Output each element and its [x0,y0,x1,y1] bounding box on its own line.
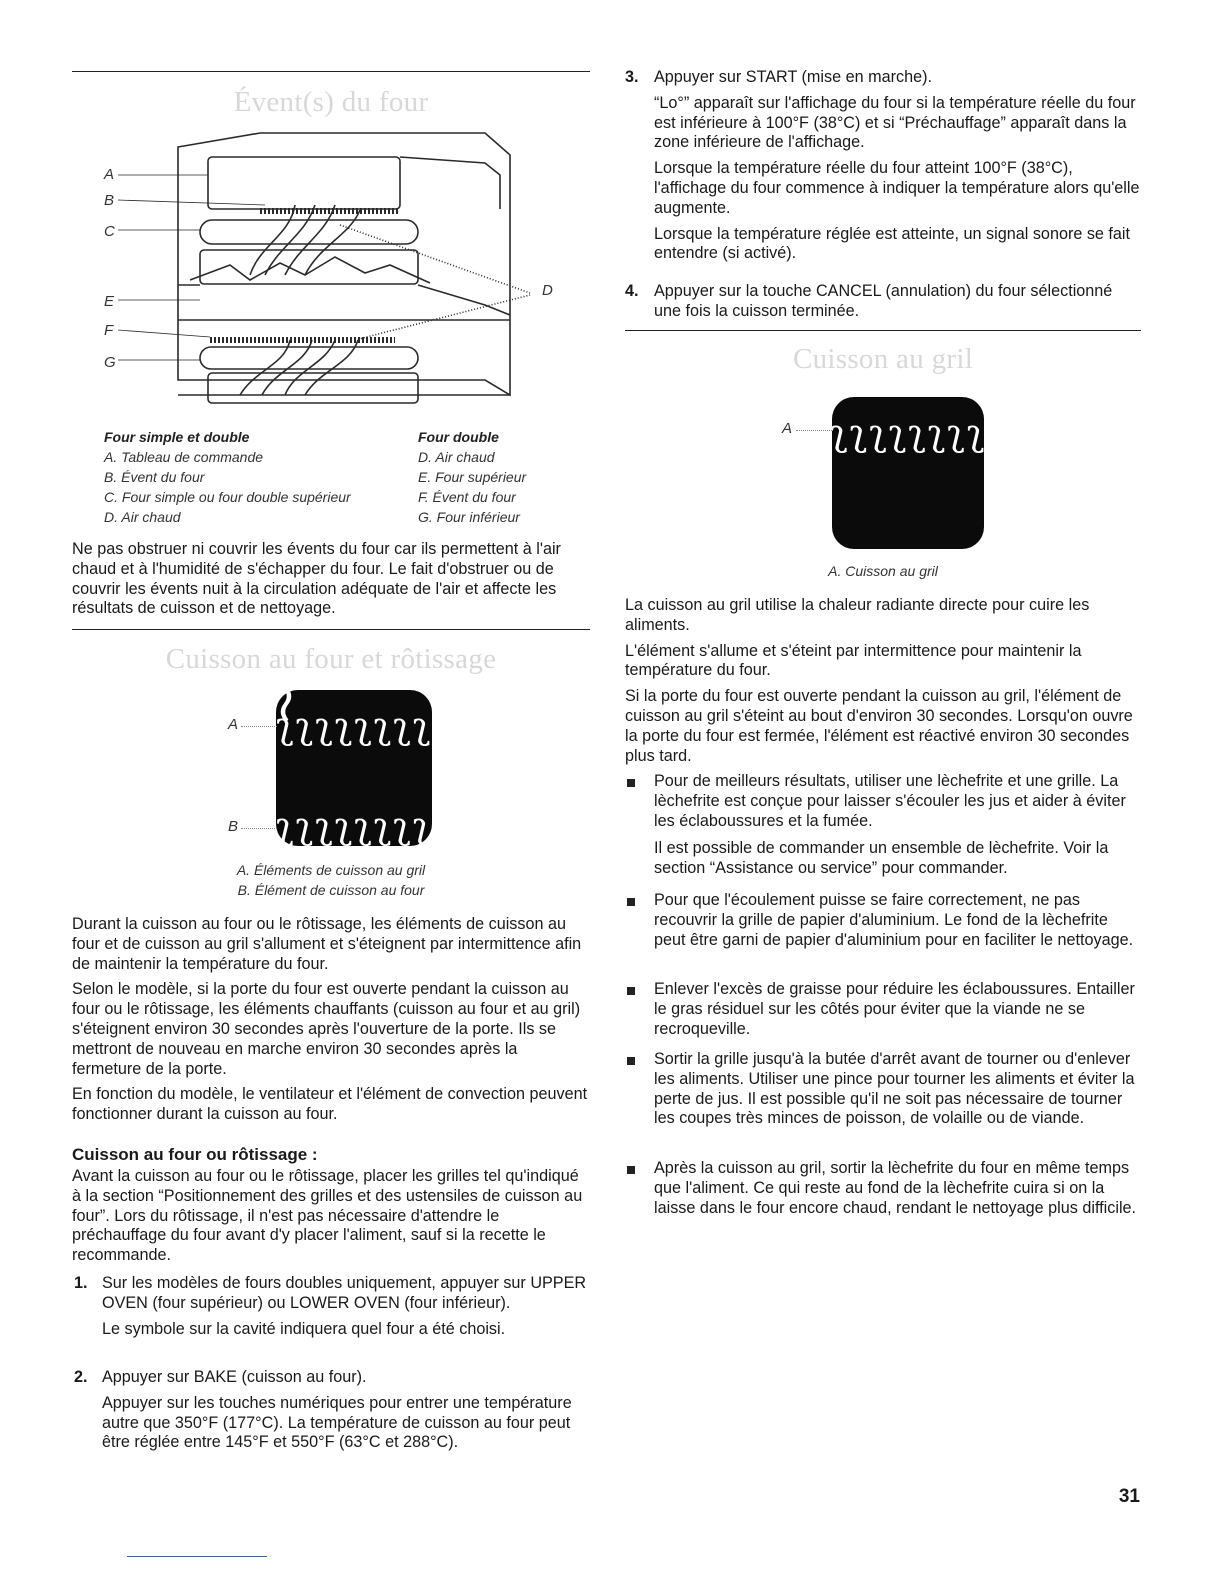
svg-text:ʅʅʅʅʅʅʅʅ: ʅʅʅʅʅʅʅʅ [830,413,986,454]
rule-broil [625,330,1141,331]
step-text: Appuyer sur la touche CANCEL (annulation) du four sélectionné une fois la cuisson terminée. [654,282,1113,320]
diagram-label-c: C [104,223,115,240]
diagram-label-f: F [104,322,114,339]
bake-caption [72,860,590,900]
section-title-broil: Cuisson au gril [792,343,974,375]
step-number: 1. [74,1274,88,1292]
bake-label-b: B [228,818,239,835]
bake-paragraph-3: En fonction du modèle, le ventilateur et l'élément de convection peuvent fonctionner durant la cuisson au four. [72,1085,588,1124]
broil-bullet: Sortir la grille jusqu'à la butée d'arrêt avant de tourner ou d'enlever les aliments. Utiliser une pince pour tourner les aliments et éviter la perte de jus. Il est possible qu'il ne soit pas nécessaire de tourner les coupes très minces de poisson, de volaille ou de viande. [654,1050,1135,1128]
vents-paragraph: Ne pas obstruer ni couvrir les évents du four car ils permettent à l'air chaud et à l'humidité de s'échapper du four. Le fait d'obstruer ou de couvrir les évents nuit à la circulation adéquate de l'air et affecte les résultats de cuisson et de nettoyage. [72,540,561,618]
broil-leader-a [796,430,832,431]
section-title-bake: Cuisson au four et rôtissage [165,643,497,675]
bake-label-a: A [228,716,239,733]
bake-leader-a [241,726,277,727]
broil-label-a: A [782,420,793,437]
step-number: 3. [625,68,639,86]
bullet-square-icon [627,1166,635,1174]
broil-paragraph-1: La cuisson au gril utilise la chaleur radiante directe pour cuire les aliments. [625,596,1090,634]
bullet-square-icon [627,898,635,906]
broil-caption: A. Cuisson au gril [828,563,938,579]
caption-col2-item: E. Four supérieur [418,469,527,485]
page-number: 31 [1118,1486,1140,1507]
bake-elements-figure [274,688,434,848]
bake-paragraph-1: Durant la cuisson au four ou le rôtissage, les éléments de cuisson au four et de cuisson au gril s'allument et s'éteignent par intermittence afin de maintenir la température du four. [72,915,582,973]
step-text: Sur les modèles de fours doubles uniquement, appuyer sur UPPER OVEN (four supérieur) ou LOWER OVEN (four inférieur). [102,1274,587,1312]
caption-col1-item: D. Air chaud [104,509,181,525]
caption-col1-item: B. Évent du four [104,469,205,485]
step-text: Appuyer sur BAKE (cuisson au four). [102,1368,367,1386]
vents-caption-col2 [418,427,588,527]
svg-text:ʅʅʅʅʅʅʅʅ: ʅʅʅʅʅʅʅʅ [275,706,433,747]
caption-col2-item: G. Four inférieur [418,509,520,525]
step-extra: Lorsque la température réglée est atteinte, un signal sonore se fait entendre (si activé). [654,224,1131,263]
bake-caption-b: B. Élément de cuisson au four [237,882,425,898]
diagram-label-d: D [542,282,553,299]
broil-bullet: Pour que l'écoulement puisse se faire correctement, ne pas recouvrir la grille de papier d'aluminium. Le fond de la lèchefrite peut être garni de papier d'aluminium pour en faciliter le nettoyage. [654,891,1134,949]
footer-line [127,1556,267,1557]
bake-leader-b [241,828,277,829]
broil-bullet: Après la cuisson au gril, sortir la lèchefrite du four en même temps que l'aliment. Ce qui reste au fond de la lèchefrite cuira si on la laisse dans le four encore chaud, rendant le nettoyage plus difficile. [654,1159,1137,1217]
broil-paragraph-3: Si la porte du four est ouverte pendant la cuisson au gril, l'élément de cuisson au gril s'éteint au bout d'environ 30 secondes. Lorsqu'on ouvre la porte du four est fermée, l'élément est réactivé environ 30 secondes plus tard. [625,687,1133,765]
bullet-square-icon [627,987,635,995]
caption-col2-title: Four double [418,429,499,445]
bake-paragraph-2: Selon le modèle, si la porte du four est ouverte pendant la cuisson au four ou le rôtissage, les éléments chauffants (cuisson au four et au gril) s'éteignent environ 30 secondes après l'ouverture de la porte. Ils se mettront de nouveau en marche environ 30 secondes après la fermeture de la porte. [72,980,581,1078]
diagram-label-e: E [104,293,115,310]
broil-paragraph-2: L'élément s'allume et s'éteint par intermittence pour maintenir la température du four. [625,641,1082,680]
oven-vents-diagram [90,125,570,430]
broil-element-figure [830,395,986,551]
step-number: 4. [625,282,639,300]
caption-col1-item: C. Four simple ou four double supérieur [104,489,351,505]
step-extra: Lorsque la température réelle du four atteint 100°F (38°C), l'affichage du four commence à indiquer la température alors qu'elle augmente. [654,159,1140,217]
step-extra: Appuyer sur les touches numériques pour entrer une température autre que 350°F (177°C). La température de cuisson au four peut être réglée entre 145°F et 550°F (63°C et 288°C). [102,1393,572,1452]
caption-col2-item: F. Évent du four [418,489,516,505]
caption-col1-item: A. Tableau de commande [104,449,264,465]
rule-bake [72,629,590,630]
diagram-label-b: B [104,192,115,209]
bullet-square-icon [627,779,635,787]
diagram-label-g: G [104,354,116,371]
step-number: 2. [74,1368,88,1386]
bullet-square-icon [627,1057,635,1065]
step-text: Appuyer sur START (mise en marche). [654,68,932,86]
diagram-label-a: A [104,166,115,183]
step-extra: Le symbole sur la cavité indiquera quel four a été choisi. [102,1319,506,1338]
broil-bullet: Pour de meilleurs résultats, utiliser une lèchefrite et une grille. La lèchefrite est conçue pour laisser s'écouler les jus et aider à éviter les éclaboussures et la fumée. [654,772,1126,830]
bake-paragraph-4: Avant la cuisson au four ou le rôtissage, placer les grilles tel qu'indiqué à la section “Positionnement des grilles et des ustensiles de cuisson au four”. Lors du rôtissage, il n'est pas nécessaire d'attendre le préchauffage du four avant d'y placer l'aliment, sauf si la recette le recommande. [72,1167,583,1265]
bake-caption-a: A. Éléments de cuisson au gril [236,862,426,878]
bake-subheading: Cuisson au four ou rôtissage : [72,1145,318,1164]
caption-col1-title: Four simple et double [104,429,250,445]
section-title-vents: Évent(s) du four [233,86,429,118]
caption-col2-item: D. Air chaud [418,449,495,465]
broil-bullet-extra: Il est possible de commander un ensemble de lèchefrite. Voir la section “Assistance ou service” pour commander. [654,839,1109,878]
step-extra: “Lo°” apparaît sur l'affichage du four si la température réelle du four est inférieure à 100°F (38°C) et si “Préchauffage” apparaît dans la zone inférieure de l'affichage. [654,93,1136,152]
broil-bullet: Enlever l'excès de graisse pour réduire les éclaboussures. Entailler le gras résiduel sur les côtés pour éviter que la viande ne se recroqueville. [654,980,1135,1038]
vents-caption-col1 [104,427,404,527]
svg-text:ʅʅʅʅʅʅʅʅ: ʅʅʅʅʅʅʅʅ [275,806,433,847]
top-rule-left [72,71,590,72]
